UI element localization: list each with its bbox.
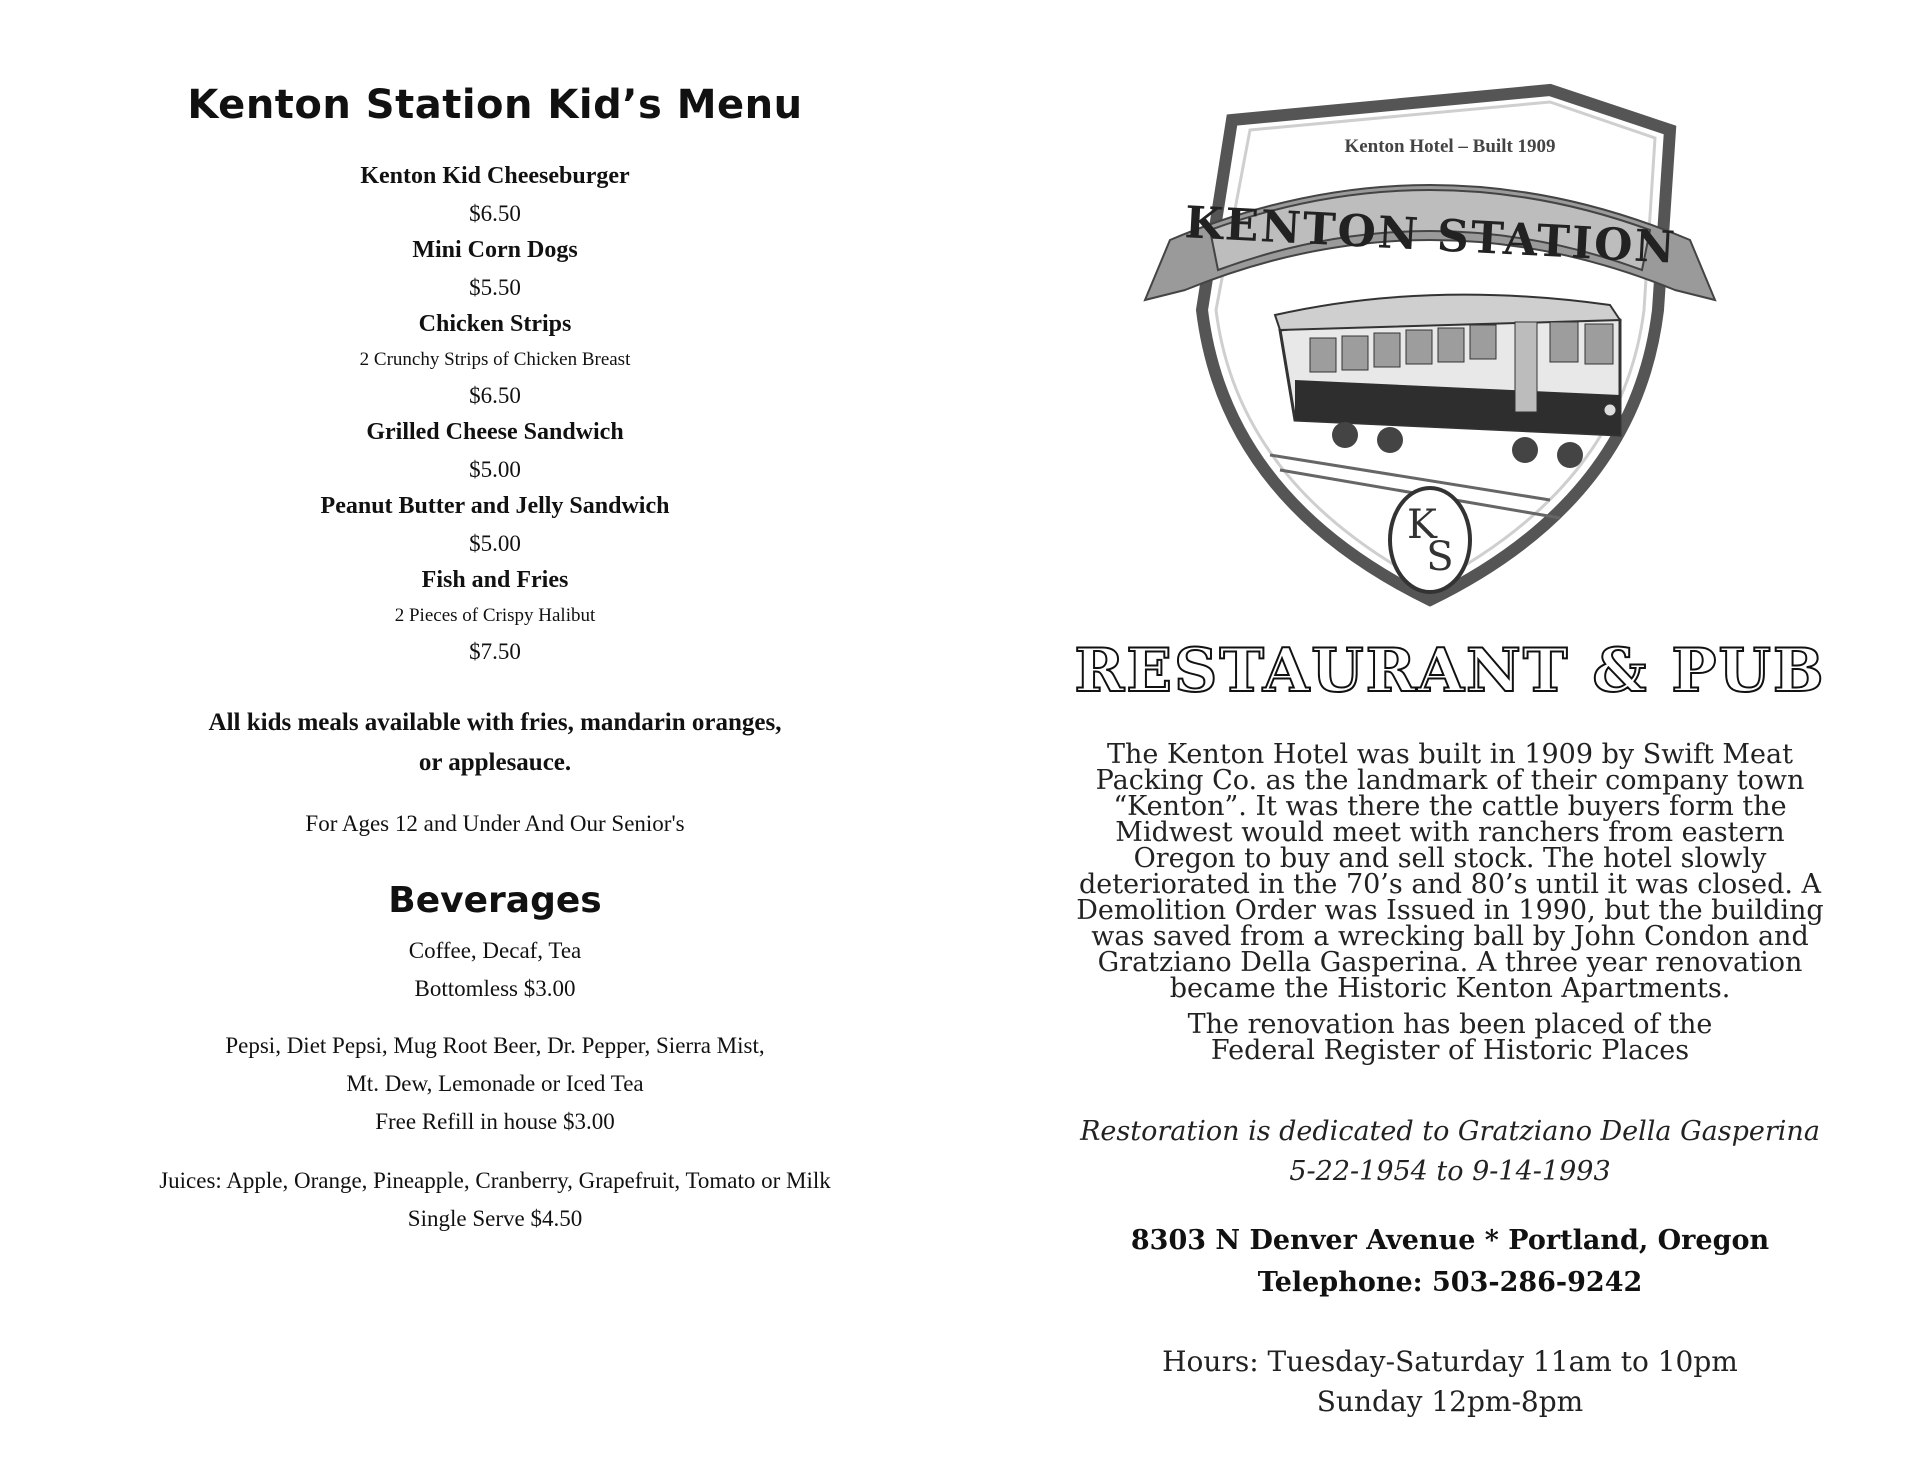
menu-item-name: Mini Corn Dogs: [412, 237, 578, 263]
history-line: Midwest would meet with ranchers from eastern: [1115, 817, 1785, 848]
menu-item: [80, 414, 910, 488]
menu-item-name: Kenton Kid Cheeseburger: [360, 163, 630, 189]
beverage-price: Single Serve $4.50: [407, 1206, 583, 1231]
soda-group: [80, 1027, 910, 1141]
telephone: Telephone: 503-286-9242: [1257, 1267, 1643, 1298]
history-text: [1030, 739, 1870, 1066]
menu-item-price: $5.00: [469, 531, 521, 556]
monogram-s: S: [1426, 534, 1454, 580]
sides-note-line: or applesauce.: [418, 749, 572, 776]
menu-item-name: Fish and Fries: [421, 567, 569, 593]
menu-item-price: $5.50: [469, 275, 521, 300]
history-line: became the Historic Kenton Apartments.: [1169, 973, 1731, 1004]
menu-item-price: $7.50: [469, 639, 521, 664]
hours-block: [1030, 1342, 1870, 1422]
beverage-line: Juices: Apple, Orange, Pineapple, Cranberry, Grapefruit, Tomato or Milk: [159, 1168, 831, 1193]
history-line: was saved from a wrecking ball by John Condon and: [1091, 921, 1809, 952]
menu-item-price: $5.00: [469, 457, 521, 482]
history-line: Packing Co. as the landmark of their company town: [1095, 765, 1805, 796]
history-line: The Kenton Hotel was built in 1909 by Swift Meat: [1107, 739, 1793, 770]
menu-item-price: $6.50: [469, 201, 521, 226]
history-line: Gratziano Della Gasperina. A three year renovation: [1097, 947, 1803, 978]
dedication-dates: 5-22-1954 to 9-14-1993: [1289, 1156, 1611, 1187]
menu-item: [80, 562, 910, 670]
street-address: 8303 N Denver Avenue * Portland, Oregon: [1130, 1225, 1770, 1256]
history-line: Oregon to buy and sell stock. The hotel slowly: [1133, 843, 1767, 874]
dedication: [1030, 1112, 1870, 1192]
menu-item: [80, 488, 910, 562]
menu-item-description: 2 Crunchy Strips of Chicken Breast: [359, 349, 631, 370]
kids-menu-items: [80, 158, 910, 670]
menu-item-name: Grilled Cheese Sandwich: [366, 419, 624, 445]
ages-note: For Ages 12 and Under And Our Senior's: [305, 811, 685, 836]
menu-item-name: Chicken Strips: [418, 311, 572, 337]
logo-banner-text: KENTON STATION: [1183, 197, 1678, 274]
menu-item-name: Peanut Butter and Jelly Sandwich: [320, 493, 670, 519]
sides-note: [80, 703, 910, 783]
juice-group: [80, 1162, 910, 1238]
beverage-price: Bottomless $3.00: [414, 976, 576, 1001]
restaurant-pub-title: RESTAURANT & PUB: [1074, 636, 1826, 706]
kids-menu-title: Kenton Station Kid’s Menu: [187, 82, 803, 128]
beverage-price: Free Refill in house $3.00: [375, 1109, 615, 1134]
sides-note-line: All kids meals available with fries, mandarin oranges,: [208, 709, 782, 736]
hours-weekday: Hours: Tuesday-Saturday 11am to 10pm: [1162, 1345, 1738, 1378]
beverage-line: Pepsi, Diet Pepsi, Mug Root Beer, Dr. Pepper, Sierra Mist,: [225, 1033, 765, 1058]
logo-built-text: Kenton Hotel – Built 1909: [1344, 136, 1556, 157]
beverage-line: Mt. Dew, Lemonade or Iced Tea: [346, 1071, 644, 1096]
history-line: “Kenton”. It was there the cattle buyers form the: [1113, 791, 1787, 822]
menu-item: [80, 158, 910, 232]
contact-block: [1030, 1220, 1870, 1304]
beverage-line: Coffee, Decaf, Tea: [408, 938, 582, 963]
history-line: deteriorated in the 70’s and 80’s until it was closed. A: [1078, 869, 1822, 900]
register-line: Federal Register of Historic Places: [1210, 1035, 1690, 1066]
kenton-station-logo: [1130, 80, 1730, 620]
history-line: Demolition Order was Issued in 1990, but the building: [1076, 895, 1824, 926]
menu-item: [80, 232, 910, 306]
menu-item: [80, 306, 910, 414]
menu-item-description: 2 Pieces of Crispy Halibut: [394, 605, 596, 626]
monogram-k: K: [1407, 502, 1437, 548]
register-line: The renovation has been placed of the: [1187, 1009, 1713, 1040]
beverages-title: Beverages: [388, 880, 602, 921]
menu-item-price: $6.50: [469, 383, 521, 408]
coffee-group: [80, 932, 910, 1008]
hours-sunday: Sunday 12pm-8pm: [1316, 1385, 1584, 1418]
dedication-line: Restoration is dedicated to Gratziano Della Gasperina: [1080, 1116, 1820, 1147]
